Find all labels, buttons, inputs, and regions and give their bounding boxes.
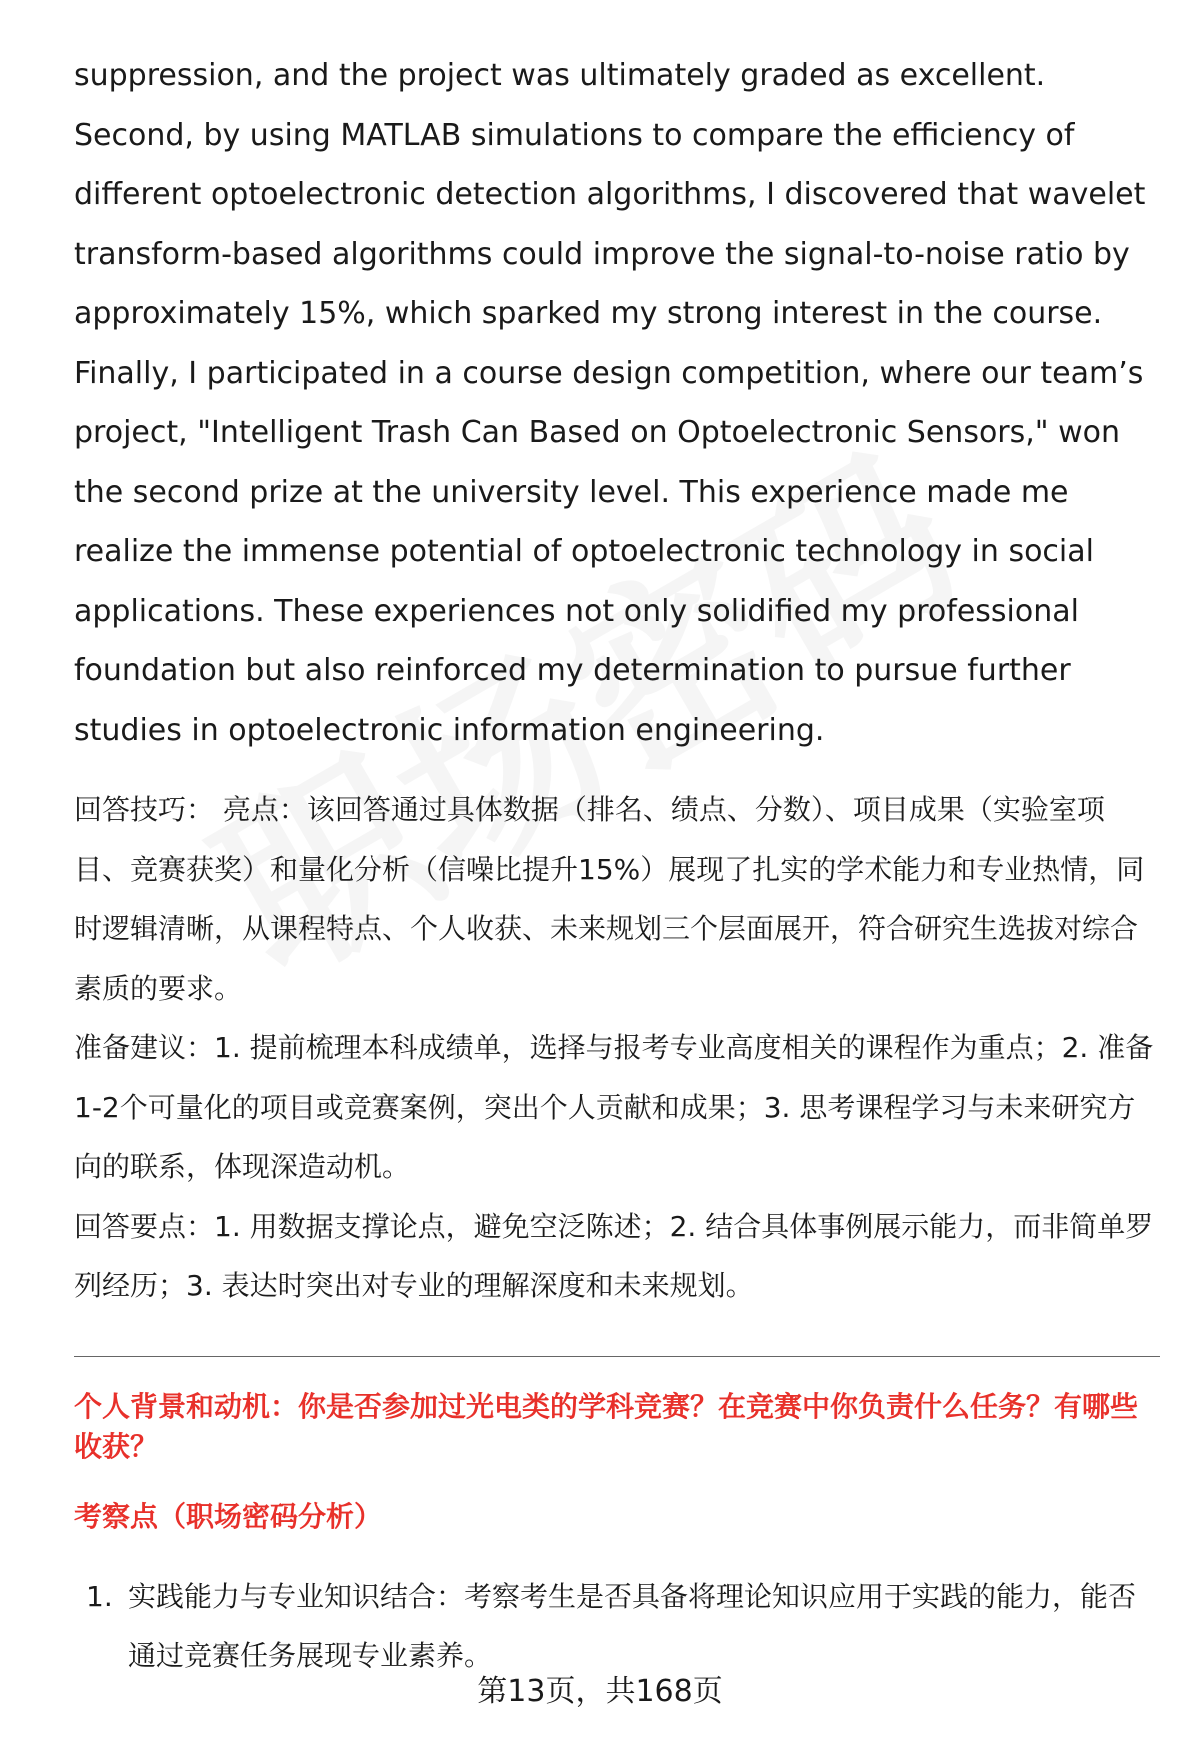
- page-number-footer: 第13页，共168页: [477, 1674, 723, 1709]
- preparation-advice-paragraph: 准备建议：1. 提前梳理本科成绩单，选择与报考专业高度相关的课程作为重点；2. 准备1-2个可量化的项目或竞赛案例，突出个人贡献和成果；3. 思考课程学习与未来研究方向的联系，体现深造动机。: [74, 1031, 1154, 1183]
- section-question-heading: 个人背景和动机：你是否参加过光电类的学科竞赛？在竞赛中你负责什么任务？有哪些收获？: [74, 1389, 1139, 1463]
- assessment-points-list: [74, 1567, 1160, 1686]
- section-subheading: 考察点（职场密码分析）: [74, 1499, 383, 1533]
- answer-tips-block: [74, 780, 1160, 1316]
- list-item-number: 1.: [86, 1579, 113, 1613]
- document-page: [74, 46, 1160, 1686]
- list-item-text: 实践能力与专业知识结合：考察考生是否具备将理论知识应用于实践的能力，能否通过竞赛任务展现专业素养。: [128, 1579, 1137, 1672]
- section-divider: [74, 1356, 1160, 1357]
- english-answer-paragraph: suppression, and the project was ultimately graded as excellent. Second, by using MATLAB simulations to compare the efficiency of different optoelectronic detection algorithms, I discovered that wavelet transform-based algorithms could improve the signal-to-noise ratio by approximately 15%, which sparked my strong interest in the course. Finally, I participated in a course design competition, where our team’s project, "Intelligent Trash Can Based on Optoelectronic Sensors," won the second prize at the university level. This experience made me realize the immense potential of optoelectronic technology in social applications. These experiences not only solidified my professional foundation but also reinforced my determination to pursue further studies in optoelectronic information engineering.: [74, 58, 1146, 748]
- key-points-paragraph: 回答要点：1. 用数据支撑论点，避免空泛陈述；2. 结合具体事例展示能力，而非简单罗列经历；3. 表达时突出对专业的理解深度和未来规划。: [74, 1209, 1154, 1302]
- list-item: [74, 1567, 1160, 1686]
- answer-technique-paragraph: 回答技巧： 亮点：该回答通过具体数据（排名、绩点、分数）、项目成果（实验室项目、竞赛获奖）和量化分析（信噪比提升15%）展现了扎实的学术能力和专业热情，同时逻辑清晰，从课程特点、个人收获、未来规划三个层面展开，符合研究生选拔对综合素质的要求。: [74, 793, 1145, 1005]
